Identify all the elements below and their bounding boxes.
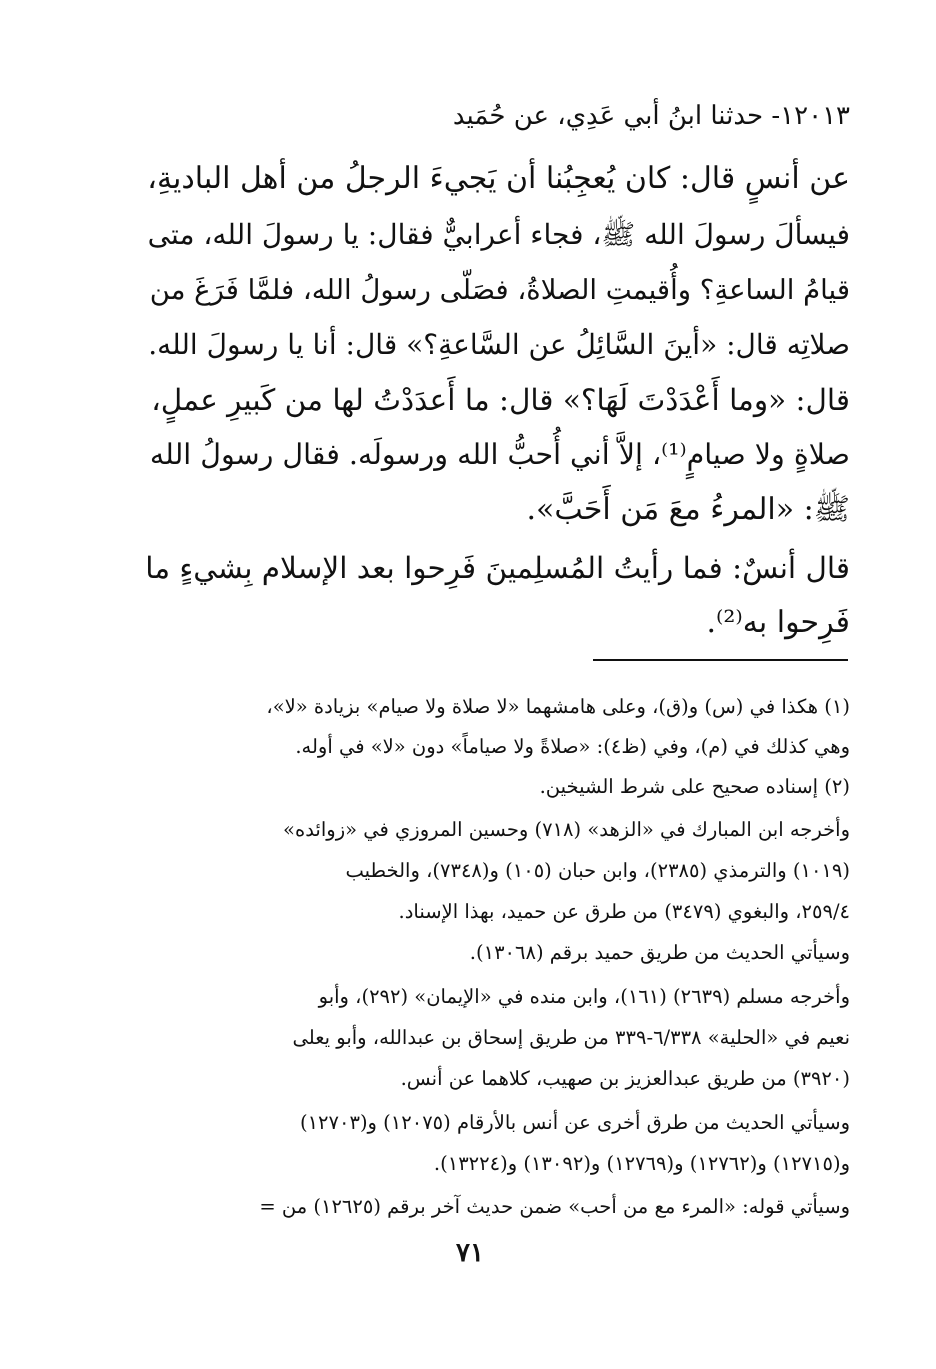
footnote-line: نعيم في «الحلية» ٦/٣٣٨-٣٣٩ من طريق إسحاق بن عبدالله، وأبو يعلى — [292, 1026, 850, 1049]
footnote-line: وسيأتي قوله: «المرء مع من أحب» ضمن حديث آخر برقم (١٢٦٢٥) من = — [259, 1195, 850, 1218]
footnote-line: (١) هكذا في (س) و(ق)، وعلى هامشهما «لا صلاة ولا صيام» بزيادة «لا»، — [266, 695, 850, 718]
footnote-line: وسيأتي الحديث من طرق أخرى عن أنس بالأرقام (١٢٠٧٥) و(١٢٧٠٣) — [299, 1111, 850, 1134]
hadith-heading: ١٢٠١٣- حدثنا ابنُ أبي عَدِي، عن حُمَيد — [452, 101, 850, 131]
footnote-line: ٢٥٩/٤، والبغوي (٣٤٧٩) من طرق عن حميد، بهذا الإسناد. — [398, 900, 850, 923]
hadith-line: قال: «وما أَعْدَدْتَ لَهَا؟» قال: ما أَعدَدْتُ لها من كَبيرِ عملٍ، — [151, 383, 850, 417]
footnote-line: (١٠١٩) والترمذي (٢٣٨٥)، وابن حبان (١٠٥) و(٧٣٤٨)، والخطيب — [345, 859, 850, 882]
page-number: ٧١ — [456, 1238, 484, 1268]
hadith-line: فيسألَ رسولَ الله ﷺ، فجاء أعرابيٌّ فقال: يا رسولَ الله، متى — [147, 218, 850, 251]
footnote-line: (٣٩٢٠) من طريق عبدالعزيز بن صهيب، كلاهما عن أنس. — [400, 1067, 850, 1090]
hadith-line: عن أنسٍ قال: كان يُعجِبُنا أن يَجيءَ الرجلُ من أهل الباديةِ، — [147, 161, 850, 196]
hadith-line: صلاةٍ ولا صيامٍ⁽¹⁾، إلاَّ أني أُحبُّ الله ورسولَه. فقال رسولُ الله — [149, 438, 850, 471]
footnote-separator — [593, 659, 848, 661]
footnote-line: و(١٢٧١٥) و(١٢٧٦٢) و(١٢٧٦٩) و(١٣٠٩٢) و(١٣٢٢٤). — [433, 1152, 850, 1175]
footnote-line: وهي كذلك في (م)، وفي (ظ٤): «صلاةً ولا صياماً» دون «لا» في أوله. — [295, 735, 850, 758]
hadith-line: صلاتِه قال: «أينَ السَّائِلُ عن السَّاعةِ؟» قال: أنا يا رسولَ الله. — [148, 328, 850, 361]
hadith-line: قال أنسٌ: فما رأيتُ المُسلِمينَ فَرِحوا بعد الإسلام بِشيءٍ ما — [145, 551, 850, 585]
footnote-line: (٢) إسناده صحيح على شرط الشيخين. — [539, 775, 850, 798]
footnote-line: وسيأتي الحديث من طريق حميد برقم (١٣٠٦٨). — [469, 941, 850, 964]
hadith-line: قيامُ الساعةِ؟ وأُقيمتِ الصلاةُ، فصَلّى رسولُ الله، فلمَّا فَرَغَ من — [149, 274, 850, 306]
hadith-line: فَرِحوا به⁽²⁾. — [706, 605, 850, 640]
hadith-line: ﷺ: «المرءُ معَ مَن أَحَبَّ». — [526, 492, 850, 527]
footnote-line: وأخرجه مسلم (٢٦٣٩) (١٦١)، وابن منده في «الإيمان» (٢٩٢)، وأبو — [318, 985, 850, 1008]
footnote-line: وأخرجه ابن المبارك في «الزهد» (٧١٨) وحسين المروزي في «زوائده» — [283, 818, 850, 841]
